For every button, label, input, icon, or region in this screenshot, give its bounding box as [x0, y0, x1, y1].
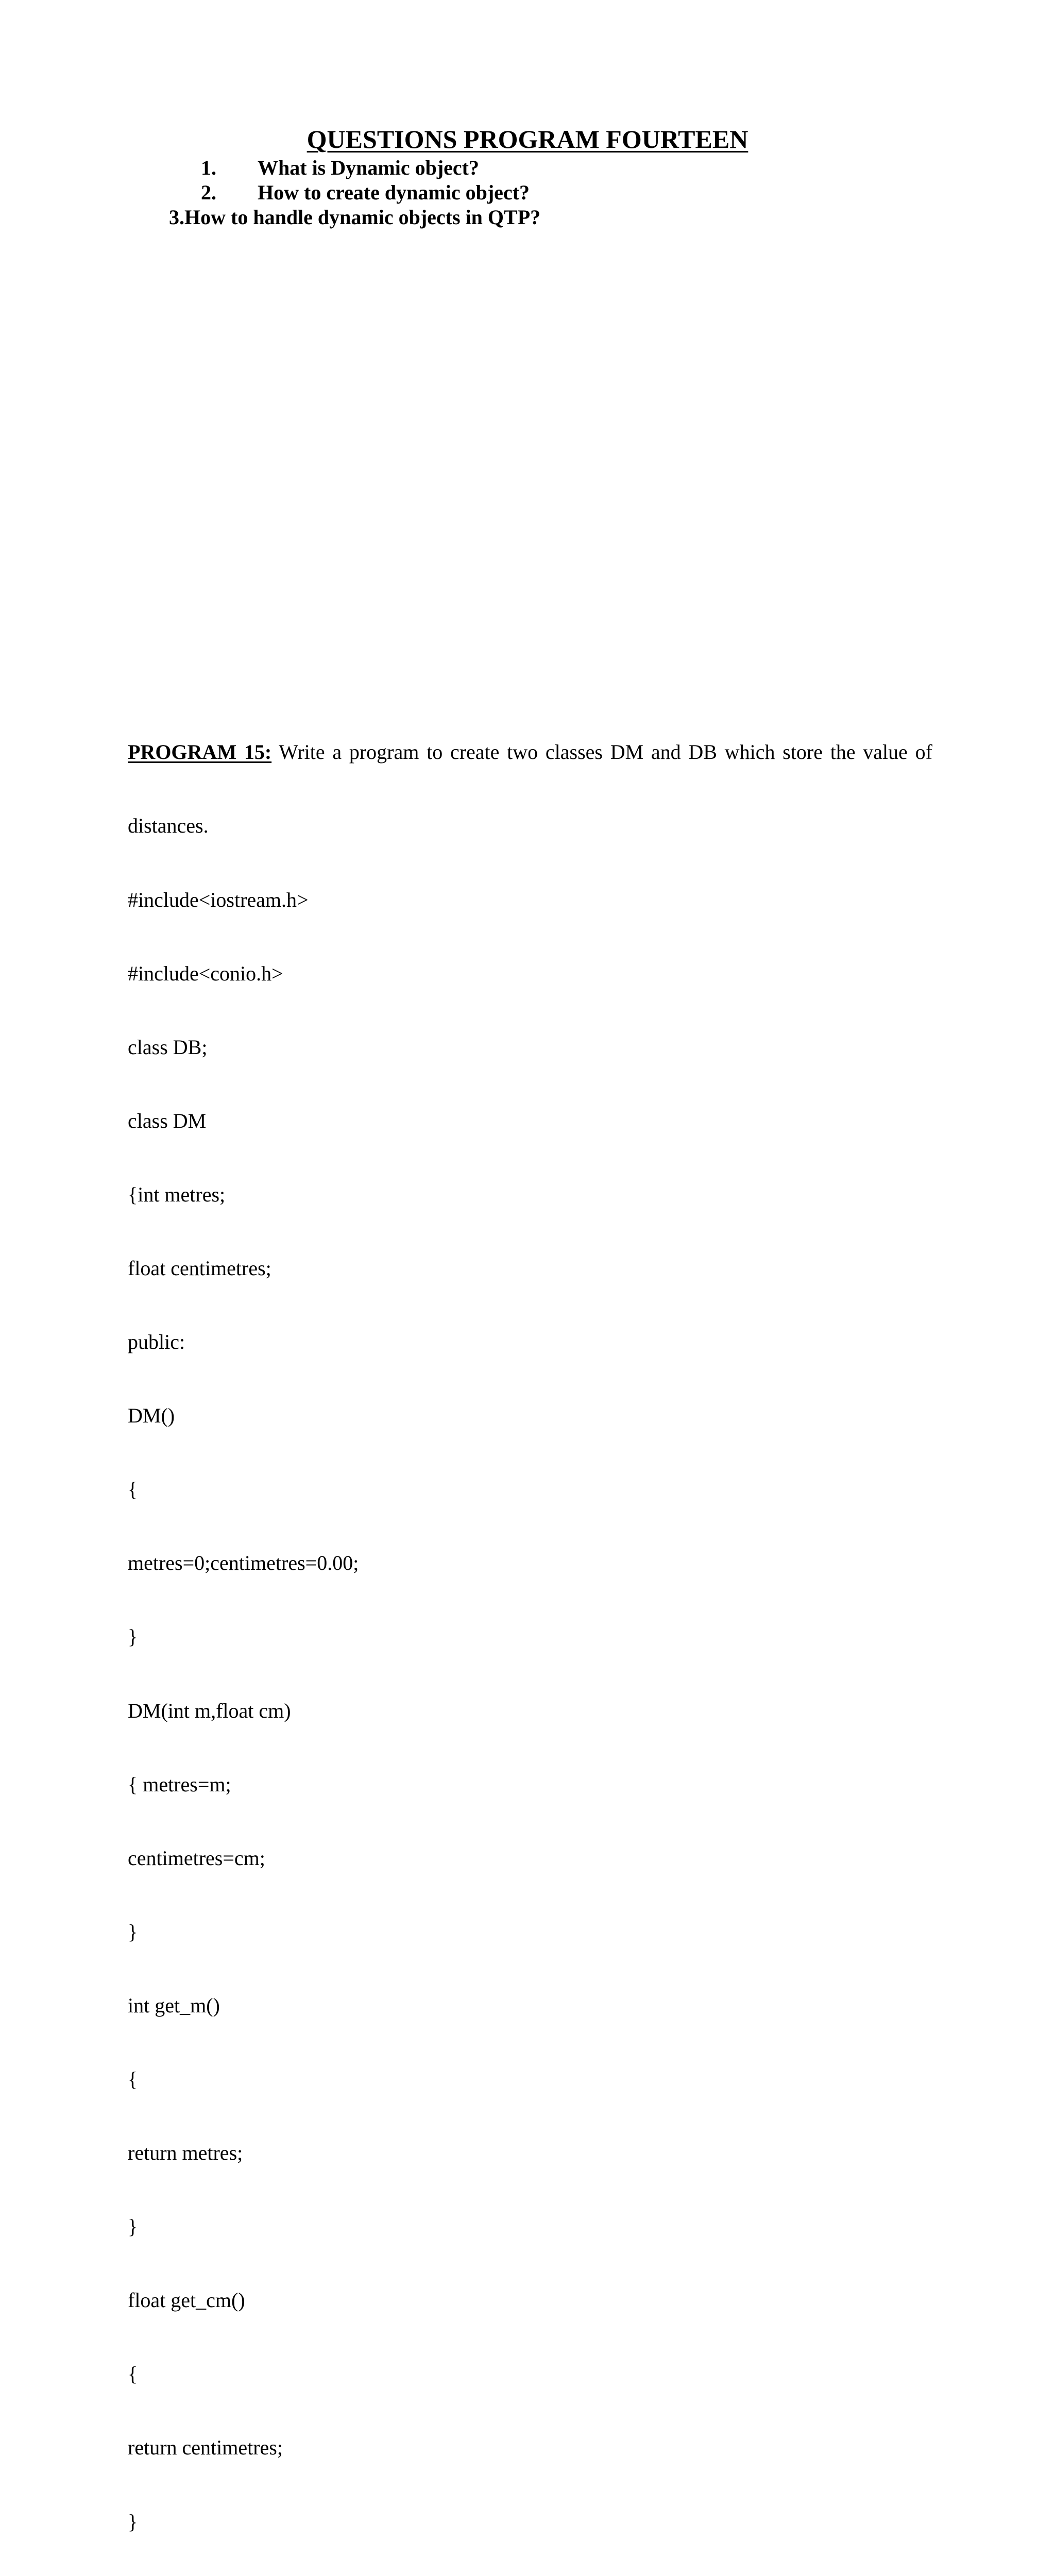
code-line: } [128, 2510, 138, 2533]
question-number-1: 1. [201, 156, 216, 179]
code-line: {int metres; [128, 1182, 226, 1206]
code-line: int get_m() [128, 1993, 220, 2017]
code-line: } [128, 2215, 138, 2239]
code-line: public: [128, 1330, 185, 1354]
code-line: DM(int m,float cm) [128, 1699, 291, 1722]
code-line: #include<conio.h> [128, 961, 283, 985]
program-heading [128, 740, 932, 765]
code-line: DM() [128, 1404, 175, 1428]
code-line: class DM [128, 1109, 207, 1132]
code-line: { metres=m; [128, 1772, 231, 1796]
code-line: centimetres=cm; [128, 1846, 265, 1870]
code-line: class DB; [128, 1035, 208, 1059]
code-line: #include<iostream.h> [128, 888, 309, 911]
question-1: What is Dynamic object? [258, 156, 479, 179]
question-3: 3.How to handle dynamic objects in QTP? [169, 206, 541, 229]
code-line: return metres; [128, 2141, 243, 2165]
code-line: } [128, 1920, 138, 1943]
code-line: float centimetres; [128, 1256, 271, 1280]
questions-title: QUESTIONS PROGRAM FOURTEEN [307, 125, 748, 154]
code-line: } [128, 1625, 138, 1649]
program-label: PROGRAM 15: [128, 740, 272, 764]
code-line: return centimetres; [128, 2436, 283, 2460]
code-line: metres=0;centimetres=0.00; [128, 1551, 359, 1575]
program-description: Write a program to create two classes DM and DB which store the value of [279, 740, 932, 764]
program-description-continued: distances. [128, 814, 209, 838]
question-number-2: 2. [201, 181, 216, 204]
program-code [128, 765, 359, 2576]
question-2: How to create dynamic object? [258, 181, 530, 204]
code-line: { [128, 2067, 138, 2091]
code-line: { [128, 2362, 138, 2386]
code-line: { [128, 1478, 138, 1501]
code-line: float get_cm() [128, 2289, 245, 2312]
